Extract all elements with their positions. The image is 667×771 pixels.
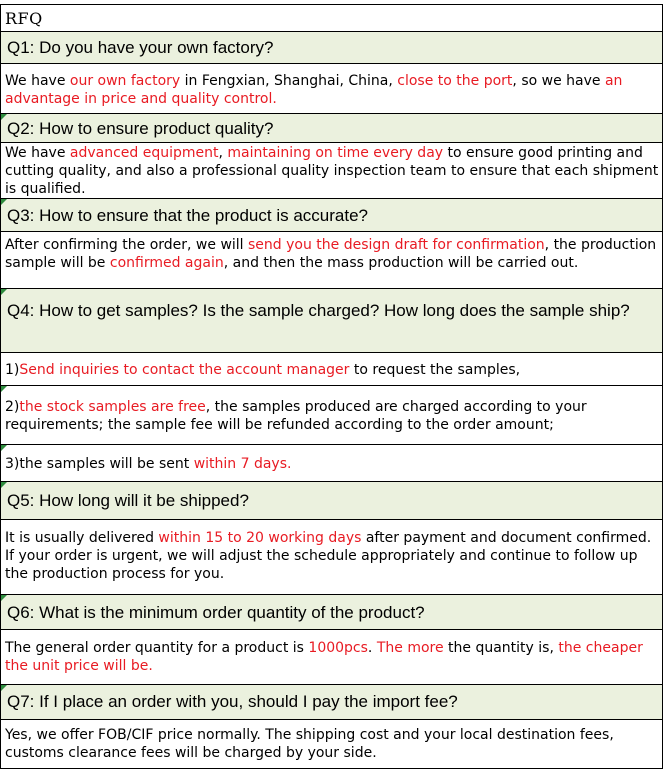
q2-answer: [5, 144, 662, 198]
q3-question: Q3: How to ensure that the product is accurate?: [7, 206, 368, 225]
row-marker: [1, 595, 7, 601]
q7-answer-row: [0, 719, 663, 769]
highlighted-text: confirmed again: [109, 255, 224, 271]
row-marker: [1, 199, 7, 205]
q1-answer-row: [0, 63, 663, 113]
row-marker: [1, 482, 7, 488]
q1-answer: [5, 72, 662, 108]
highlighted-text: 1000pcs: [308, 640, 368, 656]
q5-answer-row: [0, 519, 663, 594]
highlighted-text: within 7 days.: [193, 456, 292, 472]
highlighted-text: The more: [376, 640, 444, 656]
row-marker: [1, 386, 7, 392]
q4-answer-3: [5, 455, 662, 473]
answer-text: 3)the samples will be sent: [5, 456, 194, 472]
highlighted-text: an advantage in price and quality control.: [5, 73, 623, 107]
highlighted-text: send you the design draft for confirmation: [248, 237, 545, 253]
answer-text: ,: [218, 145, 228, 161]
q4-answer-3-row: [0, 444, 663, 481]
answer-text: , the production sample will be: [5, 237, 657, 271]
answer-text: It is usually delivered: [5, 530, 159, 546]
highlighted-text: advanced equipment: [69, 145, 219, 161]
q7-answer: [5, 726, 662, 762]
q5-answer: [5, 529, 662, 583]
q2-question-row: [0, 113, 663, 142]
q5-question: Q5: How long will it be shipped?: [7, 491, 249, 510]
answer-text: , and then the mass production will be carried out.: [223, 255, 579, 271]
q6-answer-row: [0, 629, 663, 684]
row-marker: [1, 445, 7, 451]
answer-text: We have: [5, 145, 70, 161]
q3-question-row: [0, 198, 663, 231]
rfq-title-row: [0, 4, 663, 31]
q4-question: Q4: How to get samples? Is the sample charged? How long does the sample ship?: [7, 301, 630, 320]
q5-question-row: [0, 481, 663, 519]
answer-text: We have: [5, 73, 70, 89]
answer-text: Yes, we offer FOB/CIF price normally. The shipping cost and your local destination fees, customs clearance fees will be charged by your side.: [5, 727, 614, 761]
answer-text: to ensure good printing and cutting quality, and also a professional quality inspection team to ensure that each shipment is qualified.: [5, 145, 659, 197]
answer-text: in Fengxian, Shanghai, China,: [180, 73, 398, 89]
highlighted-text: close to the port: [397, 73, 513, 89]
rfq-title: RFQ: [5, 9, 43, 28]
q4-answer-2-row: [0, 385, 663, 444]
answer-text: , the samples produced are charged according to your requirements; the sample fee will be refunded according to the order amount;: [5, 399, 587, 433]
answer-text: 1): [5, 362, 20, 378]
highlighted-text: the cheaper the unit price will be.: [5, 640, 643, 674]
answer-text: .: [367, 640, 377, 656]
highlighted-text: Send inquiries to contact the account manager: [19, 362, 350, 378]
highlighted-text: within 15 to 20 working days: [158, 530, 362, 546]
highlighted-text: the stock samples are free: [19, 399, 206, 415]
q4-question-row: [0, 288, 663, 352]
answer-text: After confirming the order, we will: [5, 237, 249, 253]
q2-answer-row: [0, 142, 663, 198]
q3-answer-row: [0, 231, 663, 288]
q7-question: Q7: If I place an order with you, should I pay the import fee?: [7, 692, 458, 711]
row-marker: [1, 685, 7, 691]
q6-question: Q6: What is the minimum order quantity of the product?: [7, 603, 425, 622]
answer-text: after payment and document confirmed. If your order is urgent, we will adjust the schedule appropriately and continue to follow up the production process for you.: [5, 530, 652, 582]
answer-text: 2): [5, 399, 20, 415]
q6-answer: [5, 639, 662, 675]
highlighted-text: maintaining on time every day: [227, 145, 444, 161]
q3-answer: [5, 236, 662, 272]
q6-question-row: [0, 594, 663, 629]
q1-question: Q1: Do you have your own factory?: [7, 38, 274, 57]
q2-question: Q2: How to ensure product quality?: [7, 119, 274, 138]
answer-text: The general order quantity for a product is: [5, 640, 309, 656]
q1-question-row: [0, 31, 663, 63]
answer-text: the quantity is,: [443, 640, 559, 656]
q4-answer-2: [5, 398, 662, 434]
row-marker: [1, 114, 7, 120]
q4-answer-1-row: [0, 352, 663, 385]
q4-answer-1: [5, 361, 662, 379]
answer-text: to request the samples,: [349, 362, 521, 378]
q7-question-row: [0, 684, 663, 719]
answer-text: , so we have: [512, 73, 605, 89]
row-marker: [1, 289, 7, 295]
highlighted-text: our own factory: [69, 73, 181, 89]
